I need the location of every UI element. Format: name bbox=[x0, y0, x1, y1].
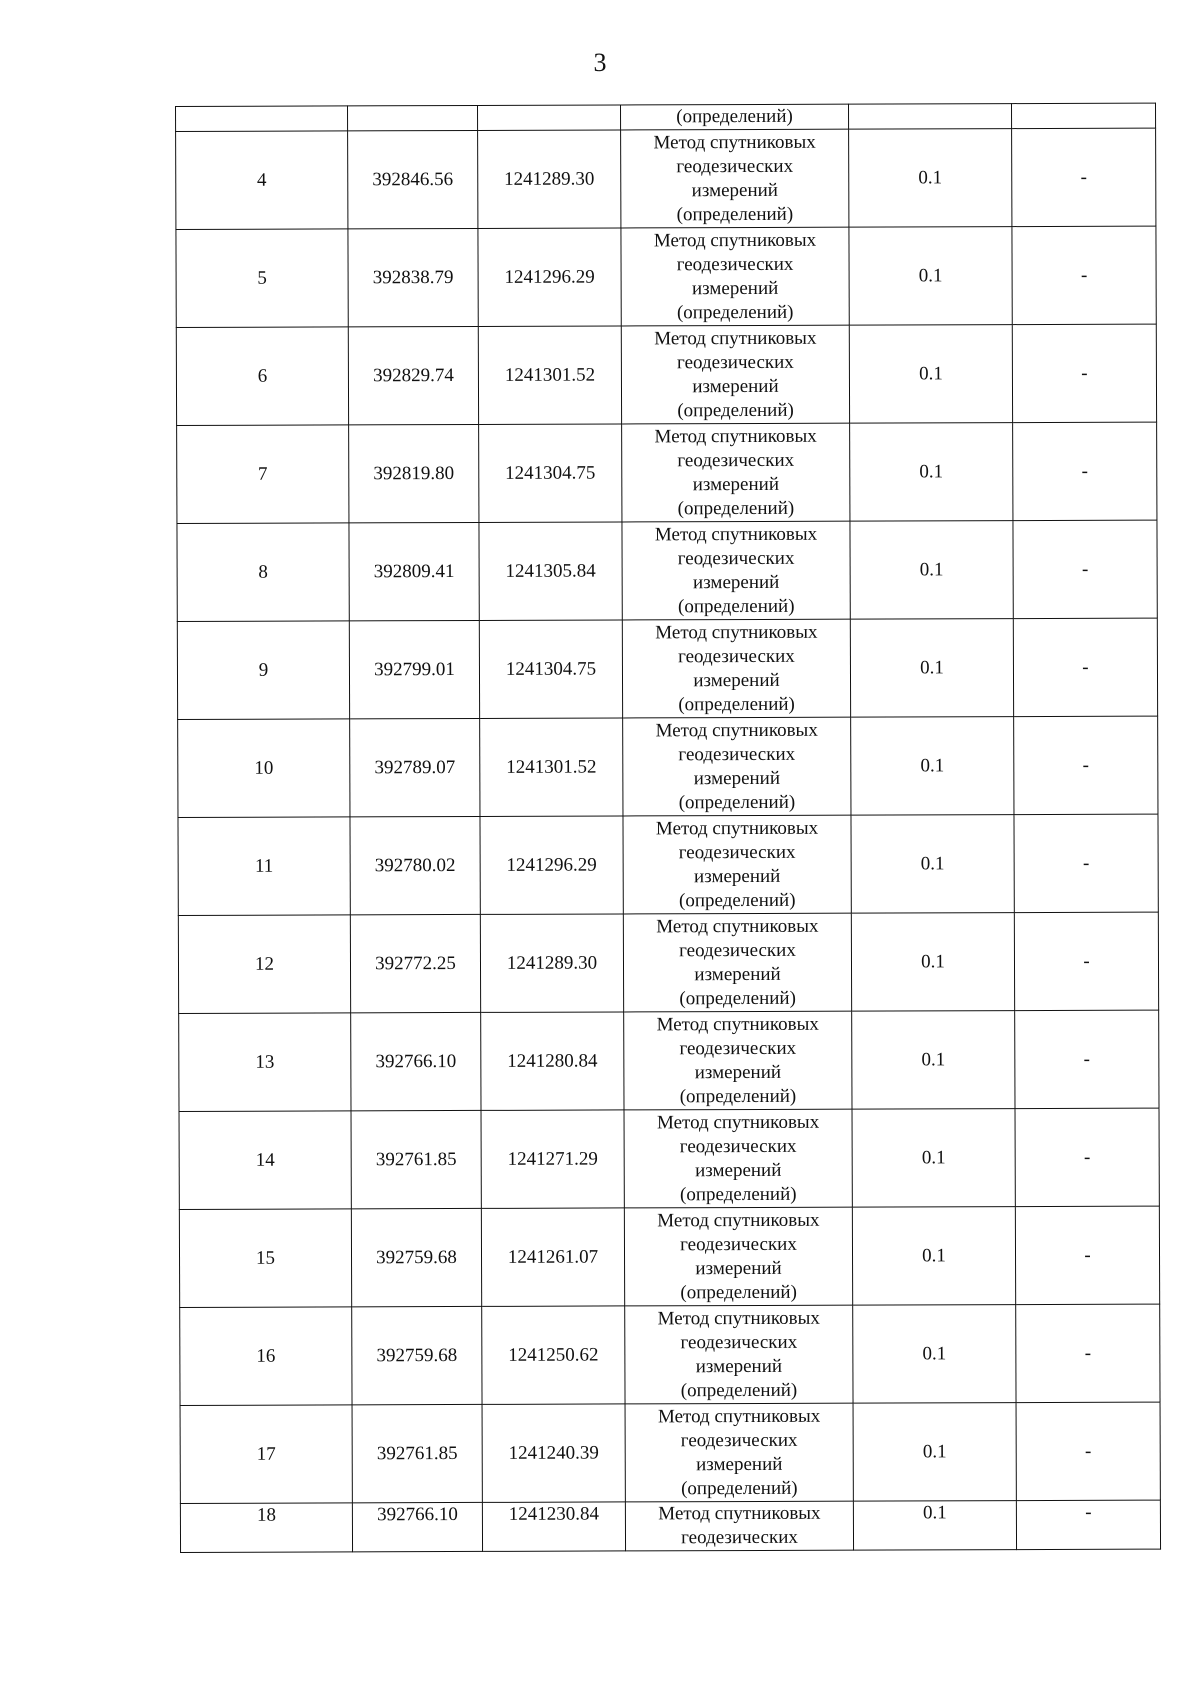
method-cell bbox=[623, 913, 851, 1012]
table-row bbox=[179, 1206, 1159, 1307]
y-coordinate-cell: 1241304.75 bbox=[479, 620, 622, 718]
method-line: геодезических bbox=[679, 1135, 797, 1157]
method-line: Метод спутниковых bbox=[654, 425, 817, 447]
method-line: измерений bbox=[695, 1159, 782, 1181]
table-row bbox=[177, 618, 1157, 719]
x-coordinate-cell: 392766.10 bbox=[351, 1012, 481, 1110]
method-line: (определений) bbox=[678, 693, 795, 715]
y-coordinate-cell: 1241301.52 bbox=[480, 718, 623, 816]
x-coordinate-cell: 392789.07 bbox=[350, 718, 480, 816]
method-cell bbox=[622, 423, 850, 522]
method-line: измерений bbox=[694, 1061, 782, 1083]
method-line: геодезических bbox=[677, 547, 795, 569]
method-cell bbox=[622, 521, 850, 620]
accuracy-cell: 0.1 bbox=[852, 1011, 1015, 1110]
method-line: измерений bbox=[692, 473, 780, 495]
y-coordinate-cell: 1241289.30 bbox=[480, 914, 623, 1012]
note-cell: - bbox=[1012, 226, 1156, 325]
method-line: измерений bbox=[691, 277, 779, 299]
method-cell bbox=[625, 1305, 853, 1404]
x-coordinate-cell: 392759.68 bbox=[351, 1208, 481, 1306]
method-line: геодезических bbox=[678, 645, 795, 667]
table-row bbox=[177, 520, 1157, 621]
x-coordinate-cell: 392819.80 bbox=[349, 424, 479, 522]
method-line: Метод спутниковых bbox=[658, 1502, 821, 1525]
y-coordinate-cell: 1241271.29 bbox=[481, 1110, 624, 1208]
accuracy-cell: 0.1 bbox=[849, 325, 1012, 424]
point-number-cell: 16 bbox=[180, 1307, 352, 1406]
y-coordinate-cell: 1241296.29 bbox=[478, 228, 621, 326]
method-line: (определений) bbox=[677, 595, 795, 617]
table-row bbox=[178, 814, 1158, 915]
method-line: геодезических bbox=[680, 1429, 798, 1451]
note-cell: - bbox=[1014, 716, 1158, 815]
method-cell bbox=[623, 717, 851, 816]
method-cell bbox=[624, 1011, 852, 1110]
table-row bbox=[180, 1402, 1160, 1503]
table-row-continued bbox=[176, 103, 1156, 131]
method-line: Метод спутниковых bbox=[656, 1013, 819, 1035]
method-cell bbox=[625, 1403, 853, 1502]
accuracy-cell: 0.1 bbox=[852, 1109, 1015, 1208]
method-line: измерений bbox=[692, 571, 780, 593]
point-number-cell: 17 bbox=[180, 1405, 352, 1504]
method-line: измерений bbox=[695, 1355, 783, 1377]
method-cell bbox=[622, 619, 850, 718]
point-number-cell: 15 bbox=[179, 1209, 351, 1308]
method-line: измерений bbox=[694, 963, 781, 985]
point-number-cell: 12 bbox=[178, 915, 350, 1014]
method-line: (определений) bbox=[676, 301, 794, 323]
method-line: (определений) bbox=[678, 889, 796, 911]
note-cell: - bbox=[1013, 520, 1157, 619]
method-cell bbox=[623, 815, 851, 914]
method-line: (определений) bbox=[681, 1477, 798, 1499]
accuracy-cell: 0.1 bbox=[850, 619, 1013, 718]
method-line: геодезических bbox=[679, 1037, 797, 1059]
table-row bbox=[177, 422, 1157, 523]
x-coordinate-cell: 392829.74 bbox=[348, 326, 478, 424]
method-line: Метод спутниковых bbox=[656, 915, 819, 937]
method-line: (определений) bbox=[678, 791, 796, 813]
method-line: (определений) bbox=[677, 497, 795, 519]
note-cell: - bbox=[1016, 1402, 1160, 1501]
method-line: (определений) bbox=[676, 203, 794, 225]
y-coordinate-cell: 1241250.62 bbox=[482, 1306, 625, 1404]
method-cell bbox=[621, 325, 849, 424]
method-line: Метод спутниковых bbox=[655, 621, 818, 643]
y-coordinate-cell: 1241301.52 bbox=[478, 326, 621, 424]
coordinates-table bbox=[175, 103, 1161, 1553]
method-line: Метод спутниковых bbox=[653, 229, 817, 251]
x-coordinate-cell: 392799.01 bbox=[349, 620, 479, 718]
method-line: измерений bbox=[695, 1257, 782, 1279]
method-cell bbox=[625, 1501, 853, 1551]
table-row bbox=[178, 912, 1158, 1013]
table-row bbox=[176, 226, 1156, 327]
y-coordinate-cell: 1241289.30 bbox=[478, 130, 621, 228]
y-coordinate-cell: 1241280.84 bbox=[481, 1012, 624, 1110]
method-line: измерений bbox=[693, 865, 781, 887]
note-cell: - bbox=[1013, 422, 1157, 521]
method-line: геодезических bbox=[680, 1331, 798, 1353]
table-row bbox=[180, 1500, 1160, 1552]
method-line: (определений) bbox=[677, 399, 794, 421]
point-number-cell: 18 bbox=[180, 1503, 352, 1553]
point-number-cell: 13 bbox=[179, 1013, 351, 1112]
table-row bbox=[176, 324, 1156, 425]
accuracy-cell: 0.1 bbox=[853, 1501, 1016, 1551]
x-coordinate-cell: 392759.68 bbox=[352, 1306, 482, 1404]
method-line: геодезических bbox=[681, 1526, 798, 1549]
y-coordinate-cell: 1241296.29 bbox=[480, 816, 623, 914]
point-number-cell: 9 bbox=[177, 621, 349, 720]
method-line: измерений bbox=[693, 767, 781, 789]
method-line: Метод спутниковых bbox=[655, 719, 818, 741]
empty-cell bbox=[1011, 103, 1155, 129]
table-row bbox=[176, 128, 1156, 229]
table-row bbox=[178, 716, 1158, 817]
table-row bbox=[179, 1108, 1159, 1209]
method-cell bbox=[621, 227, 849, 326]
method-cell bbox=[624, 1207, 852, 1306]
point-number-cell: 7 bbox=[177, 425, 349, 524]
method-line: Метод спутниковых bbox=[654, 327, 817, 349]
y-coordinate-cell: 1241240.39 bbox=[482, 1404, 625, 1502]
method-line: Метод спутниковых bbox=[655, 817, 819, 839]
y-coordinate-cell: 1241305.84 bbox=[479, 522, 622, 620]
note-cell: - bbox=[1015, 1010, 1159, 1109]
accuracy-cell: 0.1 bbox=[851, 717, 1014, 816]
method-line: (определений) bbox=[680, 1281, 797, 1303]
method-line: геодезических bbox=[676, 351, 794, 373]
point-number-cell: 11 bbox=[178, 817, 350, 916]
method-line: (определений) bbox=[679, 1183, 797, 1205]
method-line: (определений) bbox=[680, 1379, 798, 1401]
empty-cell bbox=[176, 106, 348, 132]
accuracy-cell: 0.1 bbox=[853, 1305, 1016, 1404]
method-line: геодезических bbox=[678, 743, 796, 765]
method-line: Метод спутниковых bbox=[656, 1111, 820, 1133]
note-cell: - bbox=[1016, 1500, 1160, 1550]
point-number-cell: 14 bbox=[179, 1111, 351, 1210]
method-line: геодезических bbox=[677, 449, 795, 471]
accuracy-cell: 0.1 bbox=[851, 815, 1014, 914]
method-line: Метод спутниковых bbox=[653, 131, 816, 153]
empty-cell bbox=[848, 104, 1011, 130]
note-cell: - bbox=[1014, 814, 1158, 913]
note-cell: - bbox=[1014, 912, 1158, 1011]
x-coordinate-cell: 392761.85 bbox=[352, 1404, 482, 1502]
accuracy-cell: 0.1 bbox=[851, 913, 1014, 1012]
method-cell bbox=[621, 129, 849, 228]
method-cell bbox=[624, 1109, 852, 1208]
method-line: измерений bbox=[693, 669, 780, 691]
x-coordinate-cell: 392809.41 bbox=[349, 522, 479, 620]
page-number: 3 bbox=[593, 48, 607, 77]
method-line: геодезических bbox=[679, 939, 796, 961]
accuracy-cell: 0.1 bbox=[849, 227, 1012, 326]
method-line: измерений bbox=[696, 1453, 783, 1475]
note-cell: - bbox=[1016, 1304, 1160, 1403]
method-line: (определений) bbox=[679, 1085, 797, 1107]
method-line: геодезических bbox=[680, 1233, 797, 1255]
method-line: (определений) bbox=[679, 987, 796, 1009]
note-cell: - bbox=[1015, 1108, 1159, 1207]
y-coordinate-cell: 1241261.07 bbox=[481, 1208, 624, 1306]
table-row bbox=[179, 1010, 1159, 1111]
method-line: геодезических bbox=[678, 841, 796, 863]
point-number-cell: 6 bbox=[176, 327, 348, 426]
x-coordinate-cell: 392780.02 bbox=[350, 816, 480, 914]
method-line: измерений bbox=[691, 179, 778, 201]
method-line: Метод спутниковых bbox=[657, 1405, 821, 1427]
note-cell: - bbox=[1013, 618, 1157, 717]
note-cell: - bbox=[1012, 324, 1156, 423]
method-line: геодезических bbox=[676, 155, 794, 177]
method-cell-continued: (определений) bbox=[620, 104, 848, 130]
y-coordinate-cell: 1241230.84 bbox=[482, 1502, 625, 1551]
method-line: Метод спутниковых bbox=[654, 523, 818, 545]
table-row bbox=[180, 1304, 1160, 1405]
x-coordinate-cell: 392846.56 bbox=[348, 130, 478, 228]
empty-cell bbox=[477, 105, 620, 130]
note-cell: - bbox=[1015, 1206, 1159, 1305]
point-number-cell: 5 bbox=[176, 229, 348, 328]
note-cell: - bbox=[1012, 128, 1156, 227]
accuracy-cell: 0.1 bbox=[852, 1207, 1015, 1306]
method-line: Метод спутниковых bbox=[657, 1307, 820, 1329]
point-number-cell: 8 bbox=[177, 523, 349, 622]
y-coordinate-cell: 1241304.75 bbox=[479, 424, 622, 522]
accuracy-cell: 0.1 bbox=[850, 423, 1013, 522]
empty-cell bbox=[348, 105, 478, 130]
x-coordinate-cell: 392766.10 bbox=[352, 1502, 482, 1551]
x-coordinate-cell: 392772.25 bbox=[350, 914, 480, 1012]
point-number-cell: 4 bbox=[176, 131, 348, 230]
accuracy-cell: 0.1 bbox=[850, 521, 1013, 620]
accuracy-cell: 0.1 bbox=[849, 129, 1012, 228]
accuracy-cell: 0.1 bbox=[853, 1403, 1016, 1502]
method-line: геодезических bbox=[676, 253, 794, 275]
x-coordinate-cell: 392761.85 bbox=[351, 1110, 481, 1208]
method-line: измерений bbox=[692, 375, 779, 397]
x-coordinate-cell: 392838.79 bbox=[348, 228, 478, 326]
point-number-cell: 10 bbox=[178, 719, 350, 818]
method-line: Метод спутниковых bbox=[657, 1209, 820, 1231]
